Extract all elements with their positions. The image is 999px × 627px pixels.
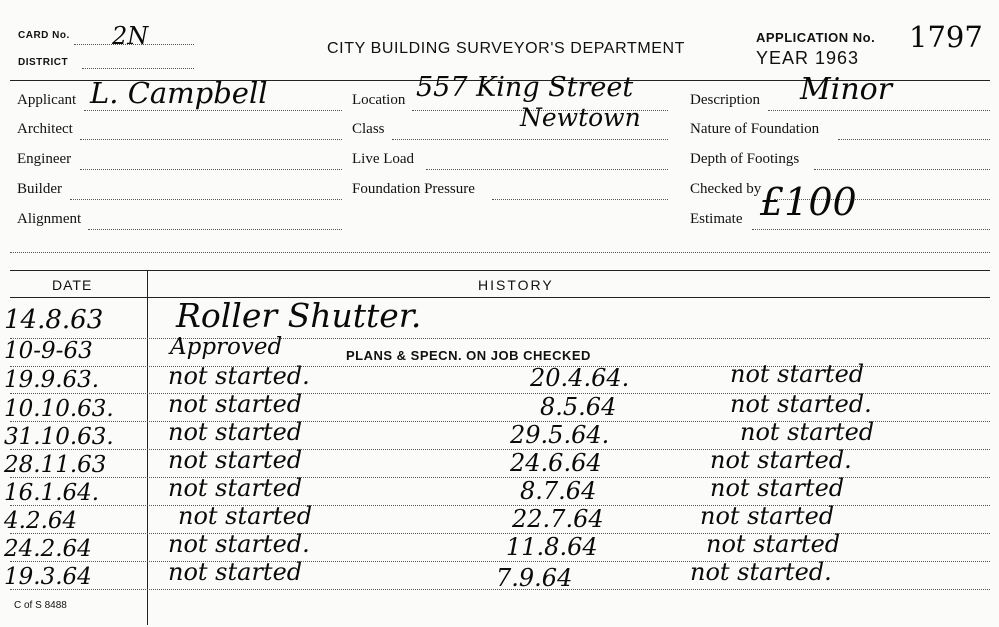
nature-of-foundation-line — [838, 139, 990, 140]
history-date: 28.11.63 — [4, 452, 107, 478]
card-no-value: 2N — [112, 22, 149, 50]
history-date-right: 11.8.64 — [506, 533, 598, 561]
history-entry-right: not started. — [690, 558, 832, 586]
applicant-line — [84, 110, 342, 111]
district-label: DISTRICT — [18, 57, 69, 68]
location-value-line1: 557 King Street — [416, 72, 634, 103]
department-title: CITY BUILDING SURVEYOR'S DEPARTMENT — [327, 40, 686, 57]
architect-label: Architect — [17, 121, 73, 137]
architect-line — [80, 139, 342, 140]
history-entry-right: not started. — [730, 390, 872, 418]
depth-of-footings-line — [814, 169, 990, 170]
history-entry-right: not started — [700, 502, 835, 530]
depth-of-footings-label: Depth of Footings — [690, 151, 800, 167]
history-date-right: 29.5.64. — [510, 421, 610, 449]
history-date: 10.10.63. — [4, 396, 114, 422]
foundation-pressure-line — [492, 199, 668, 200]
history-entry-right: not started — [740, 418, 875, 446]
history-date: 31.10.63. — [4, 424, 114, 450]
history-entry: not started — [168, 390, 303, 418]
history-date-right: 20.4.64. — [530, 364, 630, 392]
live-load-line — [426, 169, 668, 170]
history-entry: not started. — [168, 362, 310, 390]
applicant-label: Applicant — [17, 92, 77, 108]
history-entry: Approved — [170, 334, 283, 360]
date-column-divider — [147, 270, 148, 625]
table-header-rule — [10, 297, 990, 298]
estimate-label: Estimate — [690, 211, 743, 227]
card-no-label: CARD No. — [18, 30, 70, 41]
foundation-pressure-label: Foundation Pressure — [352, 181, 475, 197]
fields-bottom-line — [10, 252, 990, 253]
description-value: Minor — [800, 72, 893, 107]
description-line — [768, 110, 990, 111]
history-date: 16.1.64. — [4, 480, 100, 506]
form-number: C of S 8488 — [14, 600, 67, 611]
history-date: 19.3.64 — [4, 564, 92, 590]
plans-checked-stamp: PLANS & SPECN. ON JOB CHECKED — [346, 348, 591, 363]
history-entry: not started — [168, 474, 303, 502]
application-no-value: 1797 — [909, 20, 983, 54]
history-entry: not started — [168, 418, 303, 446]
location-value-line2: Newtown — [520, 103, 641, 132]
history-date-right: 22.7.64 — [512, 505, 604, 533]
live-load-label: Live Load — [352, 151, 415, 167]
row-rule — [10, 338, 990, 339]
history-entry-right: not started — [706, 530, 841, 558]
history-date: 19.9.63. — [4, 367, 100, 393]
history-date-right: 8.7.64 — [520, 477, 597, 505]
date-column-header: DATE — [52, 277, 93, 293]
applicant-value: L. Campbell — [90, 76, 268, 110]
history-date: 14.8.63 — [4, 305, 104, 335]
alignment-label: Alignment — [17, 211, 82, 227]
row-rule — [10, 505, 990, 506]
nature-of-foundation-label: Nature of Foundation — [690, 121, 820, 137]
history-entry: Roller Shutter. — [176, 296, 422, 335]
history-date-right: 8.5.64 — [540, 393, 617, 421]
class-label: Class — [352, 121, 385, 137]
builder-label: Builder — [17, 181, 62, 197]
alignment-line — [88, 229, 342, 230]
row-rule — [10, 533, 990, 534]
history-date-right: 24.6.64 — [510, 449, 602, 477]
description-label: Description — [690, 92, 760, 108]
history-entry-right: not started — [710, 474, 845, 502]
estimate-value: £100 — [760, 180, 857, 224]
location-label: Location — [352, 92, 406, 108]
estimate-line — [752, 229, 990, 230]
history-entry: not started — [168, 558, 303, 586]
history-date-right: 7.9.64 — [496, 564, 573, 592]
history-entry: not started — [168, 446, 303, 474]
table-top-rule — [10, 270, 990, 271]
engineer-label: Engineer — [17, 151, 72, 167]
checked-by-label: Checked by — [690, 181, 762, 197]
year-label: YEAR 1963 — [756, 48, 860, 68]
history-entry-right: not started. — [710, 446, 852, 474]
history-entry-right: not started — [730, 360, 865, 388]
history-entry: not started — [178, 502, 313, 530]
history-date: 10-9-63 — [4, 338, 93, 364]
history-entry: not started. — [168, 530, 310, 558]
history-column-header: HISTORY — [478, 277, 554, 293]
district-line — [82, 68, 194, 69]
engineer-line — [80, 169, 342, 170]
history-date: 4.2.64 — [4, 508, 78, 534]
builder-line — [70, 199, 342, 200]
row-rule — [10, 561, 990, 562]
history-date: 24.2.64 — [4, 536, 92, 562]
application-no-label: APPLICATION No. — [756, 30, 876, 45]
card-no-line — [74, 44, 194, 45]
class-line — [392, 139, 668, 140]
